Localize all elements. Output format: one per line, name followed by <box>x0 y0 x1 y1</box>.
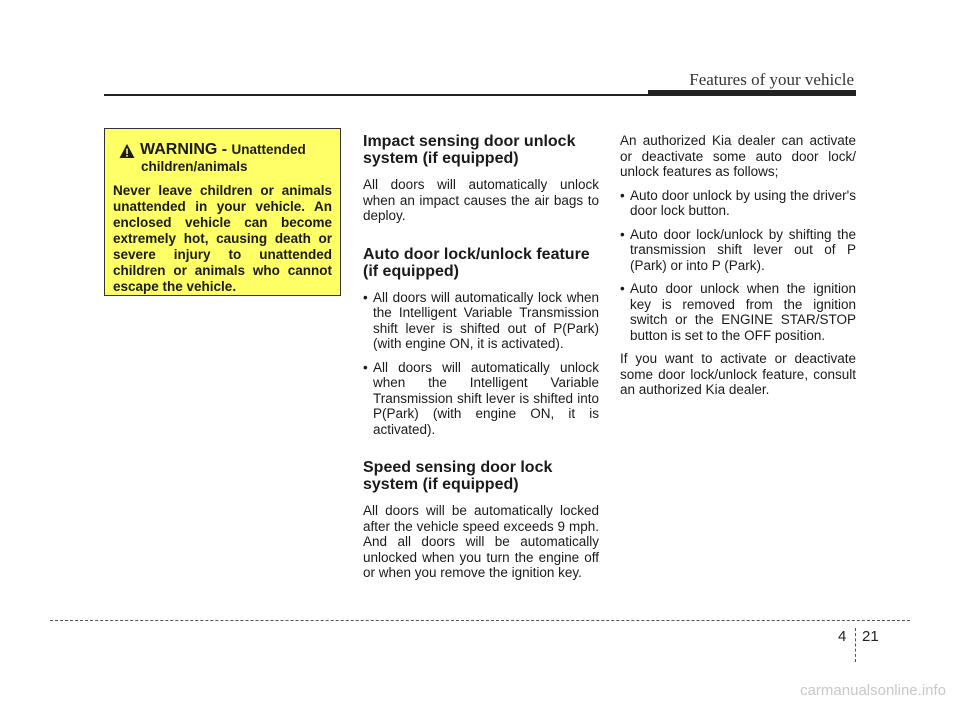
speed-heading: Speed sensing door lock system (if equipped) <box>363 459 553 493</box>
chapter-number: 4 <box>838 628 847 645</box>
speed-body: All doors will be automatically locked after the vehicle speed exceeds 9 mph. And all doors will be automatically unlocked when you turn the engine off or when you remove the ignition key. <box>363 503 599 580</box>
footer-rule <box>50 620 910 621</box>
header-title: Features of your vehicle <box>689 70 854 89</box>
warning-box <box>104 128 341 296</box>
warning-subtitle-b: children/animals <box>141 159 248 174</box>
impact-body: All doors will automatically unlock when an impact causes the air bags to deploy. <box>363 177 599 223</box>
right-column <box>620 133 856 406</box>
middle-column <box>363 133 599 589</box>
warning-subtitle-a: Unattended <box>231 142 306 157</box>
dealer-intro: An authorized Kia dealer can activate or deactivate some auto door lock/ unlock features as follows; <box>620 133 856 179</box>
list-item: • Auto door lock/unlock by shifting the transmission shift lever out of P (Park) or into P (Park). <box>620 227 856 274</box>
warning-heading <box>119 141 332 159</box>
auto-lock-heading: Auto door lock/unlock feature (if equipped) <box>363 245 590 280</box>
list-item: • All doors will automatically lock when the Intelligent Variable Transmission shift lever is shifted out of P(Park) (with engine ON, it is activated). <box>363 290 599 352</box>
footer-divider <box>855 628 856 662</box>
list-item: • All doors will automatically unlock when the Intelligent Variable Transmission shift lever is shifted into P(Park) (with engine ON, it is activated). <box>363 360 599 438</box>
warning-triangle-icon <box>119 143 135 159</box>
auto-lock-list <box>363 290 599 438</box>
impact-heading: Impact sensing door unlock system (if equipped) <box>363 133 576 167</box>
warning-label: WARNING - <box>140 141 232 158</box>
header-tab <box>648 90 856 96</box>
list-item: • Auto door unlock by using the driver's door lock button. <box>620 188 856 219</box>
dealer-outro: If you want to activate or deactivate some door lock/unlock feature, consult an authorized Kia dealer. <box>620 351 856 397</box>
dealer-list <box>620 188 856 344</box>
warning-title <box>140 141 306 159</box>
watermark: carmanualsonline.info <box>800 682 946 699</box>
page-number: 21 <box>862 628 879 645</box>
list-item: • Auto door unlock when the ignition key is removed from the ignition switch or the ENGINE STAR/STOP button is set to the OFF position. <box>620 281 856 343</box>
warning-body: Never leave children or animals unattended in your vehicle. An enclosed vehicle can become extremely hot, causing death or severe injury to unattended children or animals who cannot escape the vehicle. <box>113 183 332 294</box>
